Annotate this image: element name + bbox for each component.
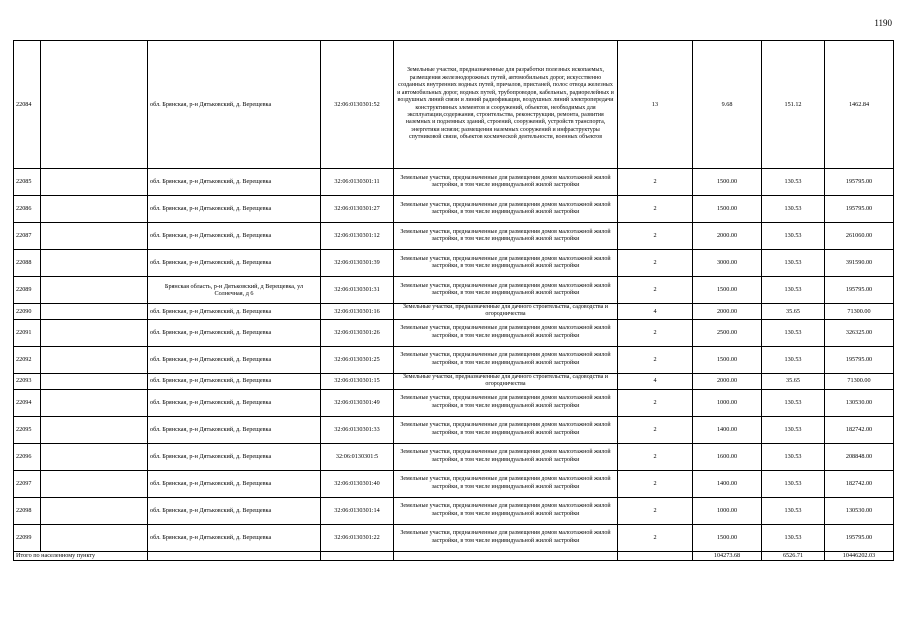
page-number: 1190 <box>874 18 892 28</box>
row-number: 22090 <box>14 304 41 320</box>
row-number: 22092 <box>14 346 41 373</box>
row-category: 2 <box>618 223 693 250</box>
row-category: 2 <box>618 250 693 277</box>
row-number: 22099 <box>14 524 41 551</box>
row-blank-cell <box>41 346 148 373</box>
table-row <box>14 416 894 443</box>
row-blank-cell <box>41 223 148 250</box>
row-cost: 130530.00 <box>825 497 894 524</box>
row-blank-cell <box>41 250 148 277</box>
table-row <box>14 470 894 497</box>
table-row <box>14 319 894 346</box>
row-cadastral-number: 32:06:0130301:11 <box>321 169 394 196</box>
row-blank-cell <box>41 389 148 416</box>
table-row <box>14 41 894 169</box>
row-cadastral-number: 32:06:0130301:39 <box>321 250 394 277</box>
table-row <box>14 250 894 277</box>
row-cost: 208848.00 <box>825 443 894 470</box>
total-blank-cadastral <box>321 551 394 560</box>
row-area: 1500.00 <box>693 169 762 196</box>
row-cost: 391590.00 <box>825 250 894 277</box>
row-number: 22093 <box>14 373 41 389</box>
table-row <box>14 373 894 389</box>
table-row <box>14 443 894 470</box>
total-blank-category <box>618 551 693 560</box>
row-land-use: Земельные участки, предназначенные для размещения домов малоэтажной жилой застройки, в том числе индивидуальной жилой застройки <box>394 346 618 373</box>
row-land-use: Земельные участки, предназначенные для размещения домов малоэтажной жилой застройки, в том числе индивидуальной жилой застройки <box>394 416 618 443</box>
row-category: 2 <box>618 443 693 470</box>
row-land-use: Земельные участки, предназначенные для размещения домов малоэтажной жилой застройки, в том числе индивидуальной жилой застройки <box>394 223 618 250</box>
row-area: 1400.00 <box>693 470 762 497</box>
row-blank-cell <box>41 416 148 443</box>
row-cost: 195795.00 <box>825 196 894 223</box>
row-cost: 195795.00 <box>825 277 894 304</box>
table-row <box>14 497 894 524</box>
row-area: 2000.00 <box>693 373 762 389</box>
row-category: 4 <box>618 373 693 389</box>
row-number: 22087 <box>14 223 41 250</box>
row-cost: 195795.00 <box>825 169 894 196</box>
row-land-use: Земельные участки, предназначенные для дачного строительства, садоводства и огородничества <box>394 373 618 389</box>
row-area: 2000.00 <box>693 304 762 320</box>
row-address: обл. Брянская, р-н Дятьковский, д. Верещевка <box>148 524 321 551</box>
table-body <box>14 41 894 552</box>
row-address: обл. Брянская, р-н Дятьковский, д. Верещевка <box>148 196 321 223</box>
total-row <box>14 551 894 560</box>
row-blank-cell <box>41 497 148 524</box>
row-rate: 35.65 <box>762 304 825 320</box>
table-row <box>14 346 894 373</box>
row-number: 22089 <box>14 277 41 304</box>
row-blank-cell <box>41 41 148 169</box>
row-cost: 261060.00 <box>825 223 894 250</box>
row-land-use: Земельные участки, предназначенные для размещения домов малоэтажной жилой застройки, в том числе индивидуальной жилой застройки <box>394 196 618 223</box>
row-cost: 1462.84 <box>825 41 894 169</box>
row-cost: 195795.00 <box>825 524 894 551</box>
row-number: 22084 <box>14 41 41 169</box>
row-blank-cell <box>41 277 148 304</box>
row-number: 22098 <box>14 497 41 524</box>
row-rate: 35.65 <box>762 373 825 389</box>
table-row <box>14 277 894 304</box>
row-land-use: Земельные участки, предназначенные для размещения домов малоэтажной жилой застройки, в том числе индивидуальной жилой застройки <box>394 497 618 524</box>
row-area: 9.68 <box>693 41 762 169</box>
row-land-use: Земельные участки, предназначенные для размещения домов малоэтажной жилой застройки, в том числе индивидуальной жилой застройки <box>394 277 618 304</box>
table-row <box>14 169 894 196</box>
row-cost: 130530.00 <box>825 389 894 416</box>
row-address: обл. Брянская, р-н Дятьковский, д. Верещевка <box>148 373 321 389</box>
row-cadastral-number: 32:06:0130301:22 <box>321 524 394 551</box>
row-address: обл. Брянская, р-н Дятьковский, д. Верещевка <box>148 41 321 169</box>
row-number: 22088 <box>14 250 41 277</box>
total-cost: 10446202.03 <box>825 551 894 560</box>
row-category: 2 <box>618 319 693 346</box>
row-number: 22086 <box>14 196 41 223</box>
row-cadastral-number: 32:06:0130301:14 <box>321 497 394 524</box>
row-address: Брянская область, р-н Дятьковский, д Верещевка, ул Солнечная, д 6 <box>148 277 321 304</box>
row-category: 2 <box>618 346 693 373</box>
total-area: 104273.68 <box>693 551 762 560</box>
row-area: 1000.00 <box>693 497 762 524</box>
row-address: обл. Брянская, р-н Дятьковский, д. Верещевка <box>148 389 321 416</box>
row-rate: 151.12 <box>762 41 825 169</box>
row-address: обл. Брянская, р-н Дятьковский, д. Верещевка <box>148 250 321 277</box>
row-category: 2 <box>618 196 693 223</box>
row-number: 22096 <box>14 443 41 470</box>
row-address: обл. Брянская, р-н Дятьковский, д. Верещевка <box>148 346 321 373</box>
land-registry-table <box>13 40 894 561</box>
total-label: Итого по населенному пункту <box>14 551 148 560</box>
row-blank-cell <box>41 319 148 346</box>
row-cadastral-number: 32:06:0130301:49 <box>321 389 394 416</box>
row-blank-cell <box>41 169 148 196</box>
row-area: 1500.00 <box>693 277 762 304</box>
row-area: 1500.00 <box>693 346 762 373</box>
row-cadastral-number: 32:06:0130301:27 <box>321 196 394 223</box>
row-land-use: Земельные участки, предназначенные для размещения домов малоэтажной жилой застройки, в том числе индивидуальной жилой застройки <box>394 169 618 196</box>
row-rate: 130.53 <box>762 389 825 416</box>
row-cost: 71300.00 <box>825 304 894 320</box>
row-cadastral-number: 32:06:0130301:15 <box>321 373 394 389</box>
total-rate: 6526.71 <box>762 551 825 560</box>
row-category: 2 <box>618 277 693 304</box>
row-area: 1000.00 <box>693 389 762 416</box>
row-number: 22094 <box>14 389 41 416</box>
row-area: 1500.00 <box>693 196 762 223</box>
row-blank-cell <box>41 443 148 470</box>
row-cost: 182742.00 <box>825 470 894 497</box>
row-cadastral-number: 32:06:0130301:5 <box>321 443 394 470</box>
row-cost: 71300.00 <box>825 373 894 389</box>
row-rate: 130.53 <box>762 443 825 470</box>
row-rate: 130.53 <box>762 250 825 277</box>
total-blank-land-use <box>394 551 618 560</box>
row-address: обл. Брянская, р-н Дятьковский, д. Верещевка <box>148 470 321 497</box>
row-category: 2 <box>618 497 693 524</box>
row-land-use: Земельные участки, предназначенные для дачного строительства, садоводства и огородничества <box>394 304 618 320</box>
row-land-use: Земельные участки, предназначенные для размещения домов малоэтажной жилой застройки, в том числе индивидуальной жилой застройки <box>394 470 618 497</box>
row-rate: 130.53 <box>762 470 825 497</box>
row-rate: 130.53 <box>762 497 825 524</box>
row-category: 2 <box>618 169 693 196</box>
row-area: 1400.00 <box>693 416 762 443</box>
table-row <box>14 304 894 320</box>
row-cadastral-number: 32:06:0130301:31 <box>321 277 394 304</box>
row-area: 1600.00 <box>693 443 762 470</box>
row-cadastral-number: 32:06:0130301:16 <box>321 304 394 320</box>
row-rate: 130.53 <box>762 196 825 223</box>
row-blank-cell <box>41 196 148 223</box>
row-category: 2 <box>618 416 693 443</box>
table-row <box>14 223 894 250</box>
row-address: обл. Брянская, р-н Дятьковский, д. Верещевка <box>148 416 321 443</box>
row-number: 22095 <box>14 416 41 443</box>
table-row <box>14 524 894 551</box>
row-category: 2 <box>618 389 693 416</box>
row-category: 13 <box>618 41 693 169</box>
row-cost: 182742.00 <box>825 416 894 443</box>
row-area: 1500.00 <box>693 524 762 551</box>
row-rate: 130.53 <box>762 277 825 304</box>
row-rate: 130.53 <box>762 416 825 443</box>
row-cost: 195795.00 <box>825 346 894 373</box>
table-row <box>14 196 894 223</box>
row-cadastral-number: 32:06:0130301:33 <box>321 416 394 443</box>
row-address: обл. Брянская, р-н Дятьковский, д. Верещевка <box>148 169 321 196</box>
row-address: обл. Брянская, р-н Дятьковский, д. Верещевка <box>148 319 321 346</box>
row-cost: 326325.00 <box>825 319 894 346</box>
row-land-use: Земельные участки, предназначенные для размещения домов малоэтажной жилой застройки, в том числе индивидуальной жилой застройки <box>394 443 618 470</box>
row-cadastral-number: 32:06:0130301:25 <box>321 346 394 373</box>
row-land-use: Земельные участки, предназначенные для размещения домов малоэтажной жилой застройки, в том числе индивидуальной жилой застройки <box>394 524 618 551</box>
row-rate: 130.53 <box>762 524 825 551</box>
row-land-use: Земельные участки, предназначенные для размещения домов малоэтажной жилой застройки, в том числе индивидуальной жилой застройки <box>394 250 618 277</box>
row-rate: 130.53 <box>762 169 825 196</box>
row-area: 2000.00 <box>693 223 762 250</box>
row-category: 2 <box>618 470 693 497</box>
row-blank-cell <box>41 470 148 497</box>
row-blank-cell <box>41 304 148 320</box>
row-cadastral-number: 32:06:0130301:40 <box>321 470 394 497</box>
row-cadastral-number: 32:06:0130301:12 <box>321 223 394 250</box>
row-number: 22097 <box>14 470 41 497</box>
table-row <box>14 389 894 416</box>
row-address: обл. Брянская, р-н Дятьковский, д. Верещевка <box>148 304 321 320</box>
row-blank-cell <box>41 373 148 389</box>
row-area: 3000.00 <box>693 250 762 277</box>
row-number: 22085 <box>14 169 41 196</box>
row-blank-cell <box>41 524 148 551</box>
row-number: 22091 <box>14 319 41 346</box>
row-category: 4 <box>618 304 693 320</box>
row-rate: 130.53 <box>762 346 825 373</box>
row-rate: 130.53 <box>762 319 825 346</box>
row-area: 2500.00 <box>693 319 762 346</box>
row-cadastral-number: 32:06:0130301:26 <box>321 319 394 346</box>
row-address: обл. Брянская, р-н Дятьковский, д. Верещевка <box>148 497 321 524</box>
row-category: 2 <box>618 524 693 551</box>
total-blank-address <box>148 551 321 560</box>
row-land-use: Земельные участки, предназначенные для размещения домов малоэтажной жилой застройки, в том числе индивидуальной жилой застройки <box>394 319 618 346</box>
row-cadastral-number: 32:06:0130301:52 <box>321 41 394 169</box>
row-address: обл. Брянская, р-н Дятьковский, д. Верещевка <box>148 223 321 250</box>
row-land-use: Земельные участки, предназначенные для размещения домов малоэтажной жилой застройки, в том числе индивидуальной жилой застройки <box>394 389 618 416</box>
row-address: обл. Брянская, р-н Дятьковский, д. Верещевка <box>148 443 321 470</box>
row-rate: 130.53 <box>762 223 825 250</box>
row-land-use: Земельные участки, предназначенные для разработки полезных ископаемых, размещения железнодорожных путей, автомобильных дорог, искусственно созданных внутренних водных путей, причалов, пристаней, полос отвода железных и автомобильных дорог, водных путей, трубопроводов, кабельных, радиорелейных и воздушных линий связи и линий радиофикации, воздушных линий электропередачи конструктивных элементов и сооружений, объектов, необходимых для эксплуатации,содержания, строительства, реконструкции, ремонта, развития наземных и подземных зданий, строений, сооружений, устройств транспорта, энергетики исвязи; размещения наземных сооружений и инфраструктуры спутниковой связи, объектов космической деятельности, военных объектов <box>394 41 618 169</box>
